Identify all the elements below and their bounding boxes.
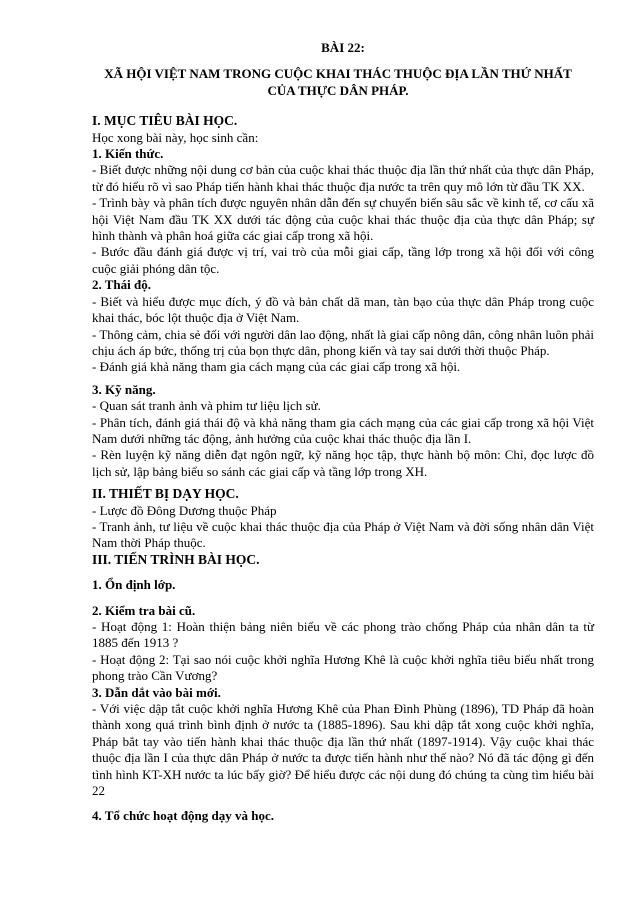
section-process-heading: III. TIẾN TRÌNH BÀI HỌC. [92,551,260,567]
review-item: - Hoạt động 2: Tại sao nói cuộc khởi nghĩa Hương Khê là cuộc khởi nghĩa tiêu biểu nhất trong phong trào Cần Vương? [92,651,594,684]
attitude-item: - Đánh giá khả năng tham gia cách mạng của các giai cấp trong xã hội. [92,359,461,375]
section-equipment-heading: II. THIẾT BỊ DẠY HỌC. [92,486,239,502]
intro-lesson-heading: 3. Dẫn dắt vào bài mới. [92,684,221,700]
knowledge-item: - Biết được những nội dung cơ bản của cuộc khai thác thuộc địa lần thứ nhất của thực dân Pháp, từ đó hiểu rõ vì sao Pháp tiến hành khai thác thuộc địa nước ta trên quy mô lớn từ đầu TK XX. [92,162,594,194]
knowledge-item: - Bước đầu đánh giá được vị trí, vai trò của mỗi giai cấp, tầng lớp trong xã hội đối với công cuộc giải phóng dân tộc. [92,244,594,276]
equipment-item: - Lược đồ Đông Dương thuộc Pháp [92,502,277,518]
equipment-item: - Tranh ảnh, tư liệu về cuộc khai thác thuộc địa của Pháp ở Việt Nam và đời sống nhân dân Việt Nam thời Pháp thuộc. [92,518,594,551]
attitude-item: - Biết và hiểu được mục đích, ý đồ và bản chất dã man, tàn bạo của thực dân Pháp trong cuộc khai thác, bóc lột thuộc địa ở Việt Nam. [92,293,594,326]
attitude-heading: 2. Thái độ. [92,277,152,293]
skills-item: - Phân tích, đánh giá thái độ và khả năng tham gia cách mạng của các giai cấp trong xã hội Việt Nam dưới những tác động, ảnh hưởng của cuộc khai thác thuộc địa lần I. [92,414,594,446]
lesson-title: XÃ HỘI VIỆT NAM TRONG CUỘC KHAI THÁC THUỘC ĐỊA LẦN THỨ NHẤT CỦA THỰC DÂN PHÁP. [104,66,572,98]
lesson-number: BÀI 22: [321,40,365,55]
organize-heading: 4. Tổ chức hoạt động dạy và học. [92,808,275,824]
intro-lesson-text: - Với việc dập tắt cuộc khởi nghĩa Hương Khê của Phan Đình Phùng (1896), TD Pháp đã hoàn thành xong quá trình bình định ở nước ta (1885-1896). Sau khi dập tắt xong cuộc khởi nghĩa, Pháp bắt tay vào tiến hành khai thác thuộc địa lần thứ nhất (1897-1914). Vậy cuộc khai thác thuộc địa lần I của thực dân Pháp ở nước ta được tiến hành như thế nào? Nó đã tác động gì đến tình hình KT-XH nước ta lúc bấy giờ? Để hiểu được các nội dung đó chúng ta cùng tìm hiểu bài 22 [92,701,594,799]
review-item: - Hoạt động 1: Hoàn thiện bảng niên biểu về các phong trào chống Pháp của nhân dân ta từ 1885 đến 1913 ? [92,619,594,651]
objectives-intro: Học xong bài này, học sinh cần: [92,129,259,145]
stabilize-heading: 1. Ổn định lớp. [92,577,176,593]
section-objectives-heading: I. MỤC TIÊU BÀI HỌC. [92,113,238,129]
skills-item: - Quan sát tranh ảnh và phim tư liệu lịch sử. [92,398,321,414]
knowledge-heading: 1. Kiến thức. [92,146,164,162]
review-heading: 2. Kiểm tra bài cũ. [92,602,196,618]
skills-heading: 3. Kỹ năng. [92,381,156,397]
knowledge-item: - Trình bày và phân tích được nguyên nhân dẫn đến sự chuyển biến sâu sắc về kinh tế, cơ cấu xã hội Việt Nam đầu TK XX dưới tác động của cuộc khai thác thuộc địa của thực dân Pháp; sự hình thành và phân hoá giữa các giai cấp trong xã hội. [92,195,594,244]
attitude-item: - Thông cảm, chia sẻ đối với người dân lao động, nhất là giai cấp nông dân, công nhân luôn phải chịu ách áp bức, thống trị của bọn thực dân, phong kiến và tay sai dưới thời thuộc Pháp. [92,326,594,358]
skills-item: - Rèn luyện kỹ năng diễn đạt ngôn ngữ, kỹ năng học tập, thực hành bộ môn: Chỉ, đọc lược đồ lịch sử, lập bảng biểu so sánh các giai cấp và tầng lớp trong XH. [92,447,594,479]
